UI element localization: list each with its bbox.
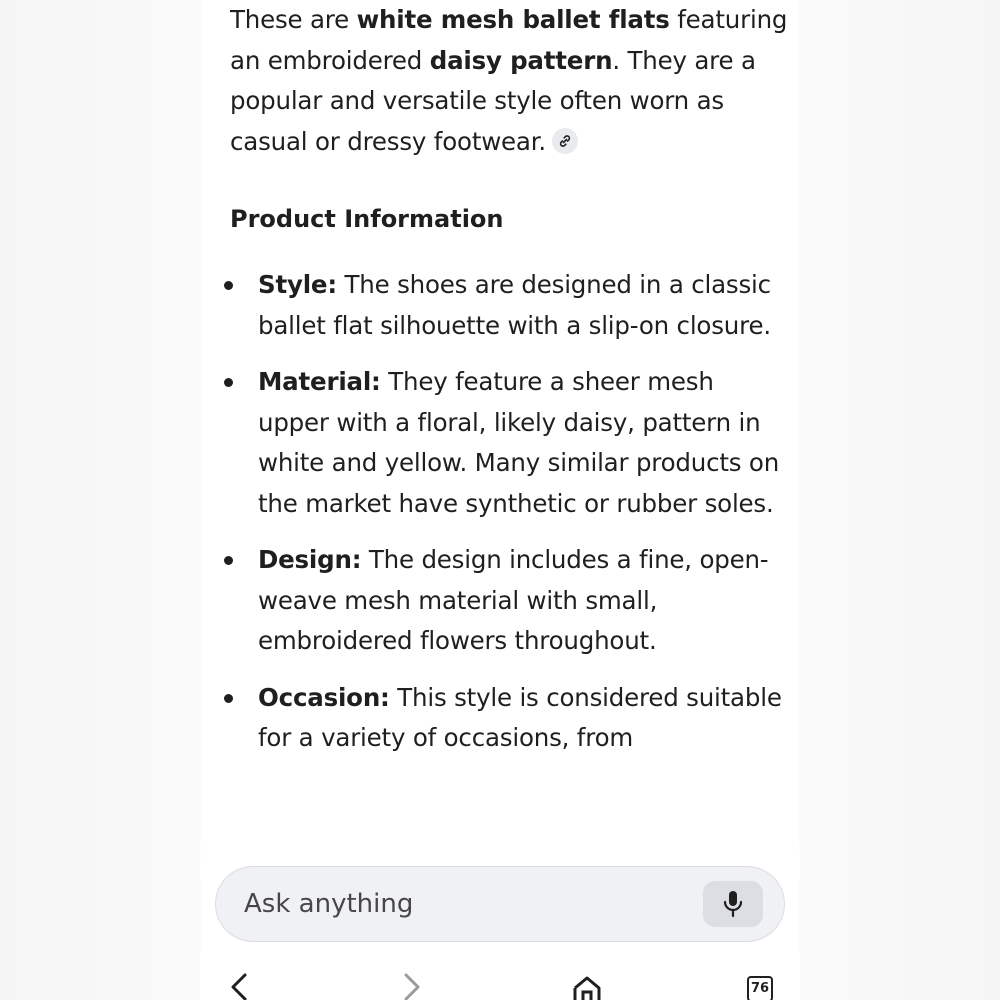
bullet-text: This style is considered suitable for a variety of occasions, from [258,682,782,752]
bullet-term: Occasion: [258,682,390,712]
bullet-term: Style: [258,270,337,299]
bullet-dot [224,556,233,565]
bullet-term: Design: [258,545,362,574]
browser-nav-bar [200,955,800,1000]
chevron-right-icon [400,973,424,1000]
list-item [230,540,790,662]
ask-input[interactable] [244,867,684,941]
answer-content [230,0,790,752]
home-icon [572,975,602,1000]
intro-text-2: featuring an embroidered [230,5,788,75]
intro-bold-1: white mesh ballet flats [356,5,670,34]
home-button[interactable] [572,975,602,1000]
list-item [230,362,790,524]
link-icon [558,134,572,148]
back-button[interactable] [227,973,251,1000]
bullet-text: The design includes a fine, open-weave mesh material with small, embroidered flowers throughout. [258,545,769,655]
chevron-left-icon [227,973,251,1000]
forward-button[interactable] [400,973,424,1000]
intro-text-1: These are [230,5,357,34]
intro-text-3: . They are a popular and versatile style often worn as casual or dressy footwear. [230,45,756,156]
bullet-dot [224,694,233,703]
intro-bold-2: daisy pattern [429,45,613,75]
bullet-text: They feature a sheer mesh upper with a floral, likely daisy, pattern in white and yellow. Many similar products on the market have synthetic or rubber soles. [258,367,780,518]
source-link-button[interactable] [552,128,578,154]
ask-bar [215,866,785,942]
answer-intro [230,0,790,162]
bullet-text: The shoes are designed in a classic ballet flat silhouette with a slip-on closure. [258,270,771,340]
bullet-term: Material: [258,367,381,396]
microphone-icon [722,890,744,918]
bullet-dot [224,281,233,290]
list-item [230,678,790,759]
voice-input-button[interactable] [703,881,763,927]
section-title: Product Information [230,205,504,233]
bullet-dot [224,378,233,387]
tab-count-badge: 76 [747,976,773,1000]
list-item [230,265,790,346]
product-info-list [230,265,790,775]
